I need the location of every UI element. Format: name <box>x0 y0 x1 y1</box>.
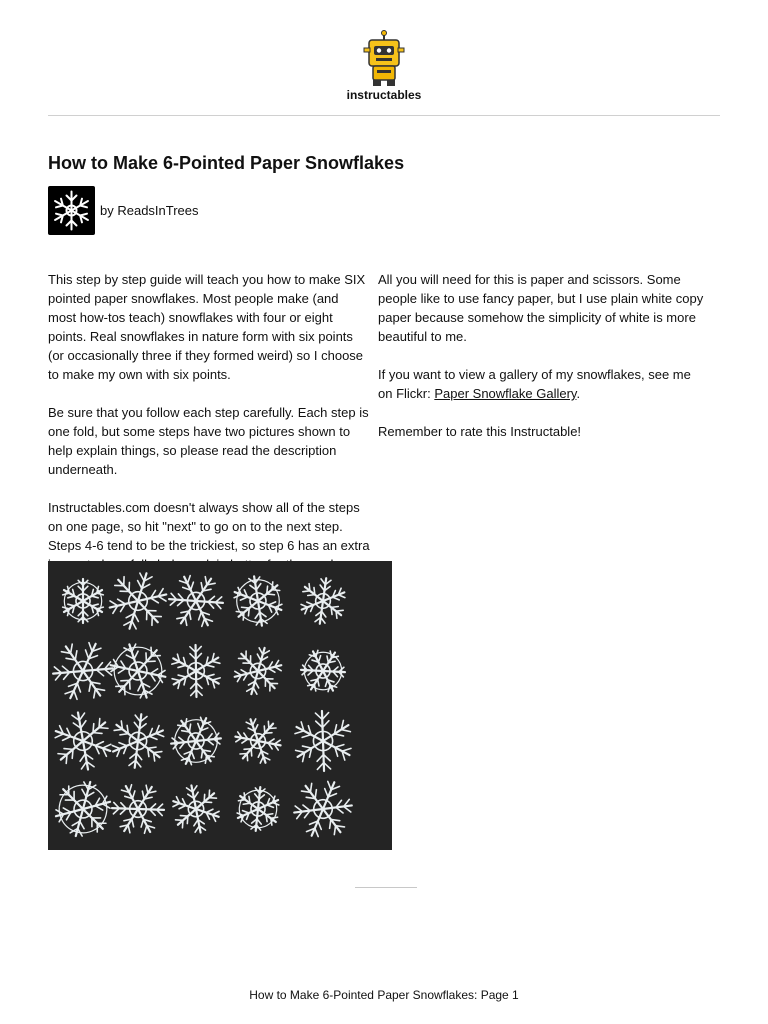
body-column-right <box>378 270 708 460</box>
paper-snowflake <box>161 636 232 706</box>
body-paragraph-gallery <box>378 365 708 403</box>
body-paragraph-navigation: Instructables.com doesn't always show all of the steps on one page, so hit "next" to go on to the next step. Steps 4-6 tend to be the trickiest, so step 6 has an extra <box>48 500 370 553</box>
paper-snowflake <box>103 774 174 845</box>
paper-snowflake <box>159 564 233 638</box>
paper-snowflake <box>99 632 177 710</box>
paper-snowflake <box>234 785 281 833</box>
author-byline[interactable]: by ReadsInTrees <box>100 203 199 218</box>
paper-snowflake <box>226 709 290 773</box>
page-title: How to Make 6-Pointed Paper Snowflakes <box>48 153 405 173</box>
paper-snowflake <box>293 641 353 701</box>
site-logo[interactable] <box>0 30 768 88</box>
author-avatar[interactable] <box>48 186 95 235</box>
page-footer: How to Make 6-Pointed Paper Snowflakes: Page 1 <box>249 988 519 1002</box>
body-paragraph-intro: This step by step guide will teach you how to make SIX pointed paper snowflakes. Most people make (and most how-tos teach) snowflakes with four or eight points. Real snowflakes in nature form with six points (or occasionally three if they formed weird) so I choose to make my own with six points. <box>48 272 366 382</box>
paper-snowflake <box>229 641 287 700</box>
paper-snowflakes-photo-icon <box>48 561 392 850</box>
gallery-link[interactable]: Paper Snowflake Gallery <box>434 386 577 401</box>
paper-snowflake <box>298 575 349 627</box>
snowflakes-photo[interactable] <box>48 561 392 850</box>
paper-snowflake <box>102 565 173 637</box>
paper-snowflake <box>109 711 168 771</box>
paper-snowflake <box>49 775 116 843</box>
gallery-suffix: . <box>576 386 581 401</box>
content-divider <box>355 887 417 888</box>
header-divider <box>48 115 720 116</box>
snowflake-avatar-icon <box>48 186 95 235</box>
robot-mascot-icon <box>361 30 407 88</box>
paper-snowflake <box>48 701 123 782</box>
site-name[interactable]: instructables <box>346 88 422 102</box>
paper-snowflake <box>286 771 361 847</box>
gallery-prefix: If you want to view a gallery of my snowflakes, see me on Flickr: <box>378 367 691 401</box>
paper-snowflake <box>164 708 229 774</box>
paper-snowflake <box>163 776 230 843</box>
paper-snowflake <box>282 700 364 781</box>
body-paragraph-rate: Remember to rate this Instructable! <box>378 424 582 439</box>
paper-snowflake <box>223 566 293 635</box>
body-paragraph-materials: All you will need for this is paper and scissors. Some people like to use fancy paper, but I use plain white copy paper because somehow the simplicity of white is more beautiful to me. <box>378 272 704 344</box>
paper-snowflake <box>62 579 105 623</box>
body-paragraph-instructions: Be sure that you follow each step carefully. Each step is one fold, but some steps have two pictures shown to help explain things, so please read the description underneath. <box>48 405 369 477</box>
